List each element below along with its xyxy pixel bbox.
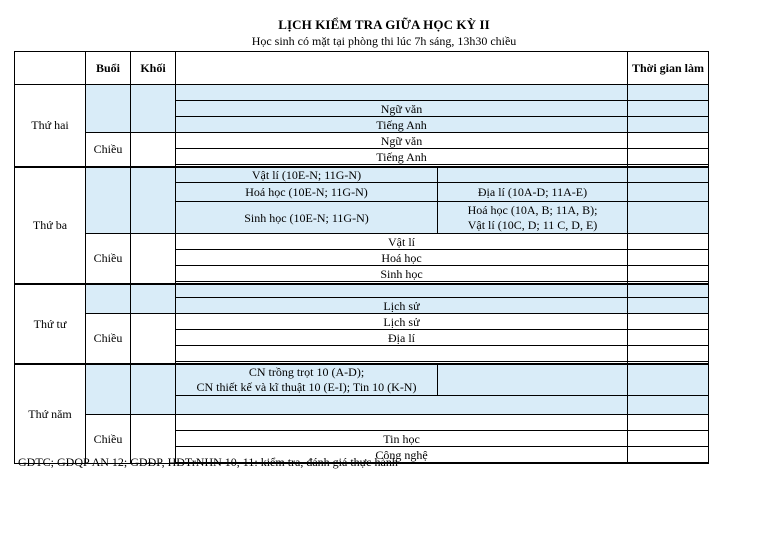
- session-afternoon-thursday: Chiều: [86, 415, 131, 464]
- subject-cell: Công nghệ: [176, 447, 628, 463]
- subject-cell: Vật lí: [176, 234, 628, 250]
- subject-header-cell: [176, 52, 628, 85]
- duration-header: Thời gian làm: [628, 52, 709, 85]
- day-label-monday: Thứ hai: [15, 85, 86, 167]
- session-afternoon-wednesday: Chiều: [86, 314, 131, 364]
- table-row: [15, 234, 709, 250]
- session-morning-tuesday: [86, 167, 131, 234]
- subject-cell: Tiếng Anh: [176, 149, 628, 165]
- subject-cell: Ngữ văn: [176, 101, 628, 117]
- grade-cell: [131, 364, 176, 415]
- subject-cell: Ngữ văn: [176, 133, 628, 149]
- grade-cell: [131, 85, 176, 133]
- table-row: [15, 314, 709, 330]
- subject-cell: Vật lí (10E-N; 11G-N): [176, 167, 438, 183]
- day-label-thursday: Thứ năm: [15, 364, 86, 464]
- session-morning-wednesday: [86, 284, 131, 314]
- session-header: Buổi: [86, 52, 131, 85]
- subject-cell: Sinh học (10E-N; 11G-N): [176, 202, 438, 234]
- session-morning-monday: [86, 85, 131, 133]
- table-row: [15, 284, 709, 298]
- page-title: LỊCH KIỂM TRA GIỮA HỌC KỲ II: [278, 17, 490, 32]
- day-label-wednesday: Thứ tư: [15, 284, 86, 364]
- subject-cell: Tin học: [176, 431, 628, 447]
- day-header-cell: [15, 52, 86, 85]
- subject-cell: Địa lí: [176, 330, 628, 346]
- table-row: [15, 133, 709, 149]
- session-afternoon-monday: Chiều: [86, 133, 131, 167]
- grade-cell: [131, 314, 176, 364]
- exam-schedule-table: [14, 51, 709, 464]
- table-row: [15, 85, 709, 101]
- subject-cell: Lịch sử: [176, 298, 628, 314]
- table-row: [15, 364, 709, 396]
- grade-cell: [131, 133, 176, 167]
- grade-cell: [131, 167, 176, 234]
- day-label-tuesday: Thứ ba: [15, 167, 86, 284]
- subject-cell: Sinh học: [176, 266, 628, 282]
- grade-header: Khối: [131, 52, 176, 85]
- subject-cell: Hoá học (10A, B; 11A, B); Vật lí (10C, D; 11 C, D, E): [438, 202, 628, 234]
- page-subtitle: Học sinh có mặt tại phòng thi lúc 7h sáng, 13h30 chiều: [251, 34, 517, 48]
- subject-cell: Hoá học: [176, 250, 628, 266]
- table-header-row: [15, 52, 709, 85]
- session-afternoon-tuesday: Chiều: [86, 234, 131, 284]
- grade-cell: [131, 284, 176, 314]
- subject-cell: Hoá học (10E-N; 11G-N): [176, 183, 438, 202]
- grade-cell: [131, 234, 176, 284]
- table-row: [15, 167, 709, 183]
- subject-cell: CN trồng trọt 10 (A-D); CN thiết kế và kĩ thuật 10 (E-I); Tin 10 (K-N): [176, 364, 438, 396]
- subject-cell: Tiếng Anh: [176, 117, 628, 133]
- session-morning-thursday: [86, 364, 131, 415]
- subject-cell: Địa lí (10A-D; 11A-E): [438, 183, 628, 202]
- footer-note: GDTC; GDQP AN 12; GDĐP, HĐTrNHN 10, 11: kiểm tra, đánh giá thực hành: [18, 455, 398, 469]
- subject-cell: Lịch sử: [176, 314, 628, 330]
- table-row: [15, 415, 709, 431]
